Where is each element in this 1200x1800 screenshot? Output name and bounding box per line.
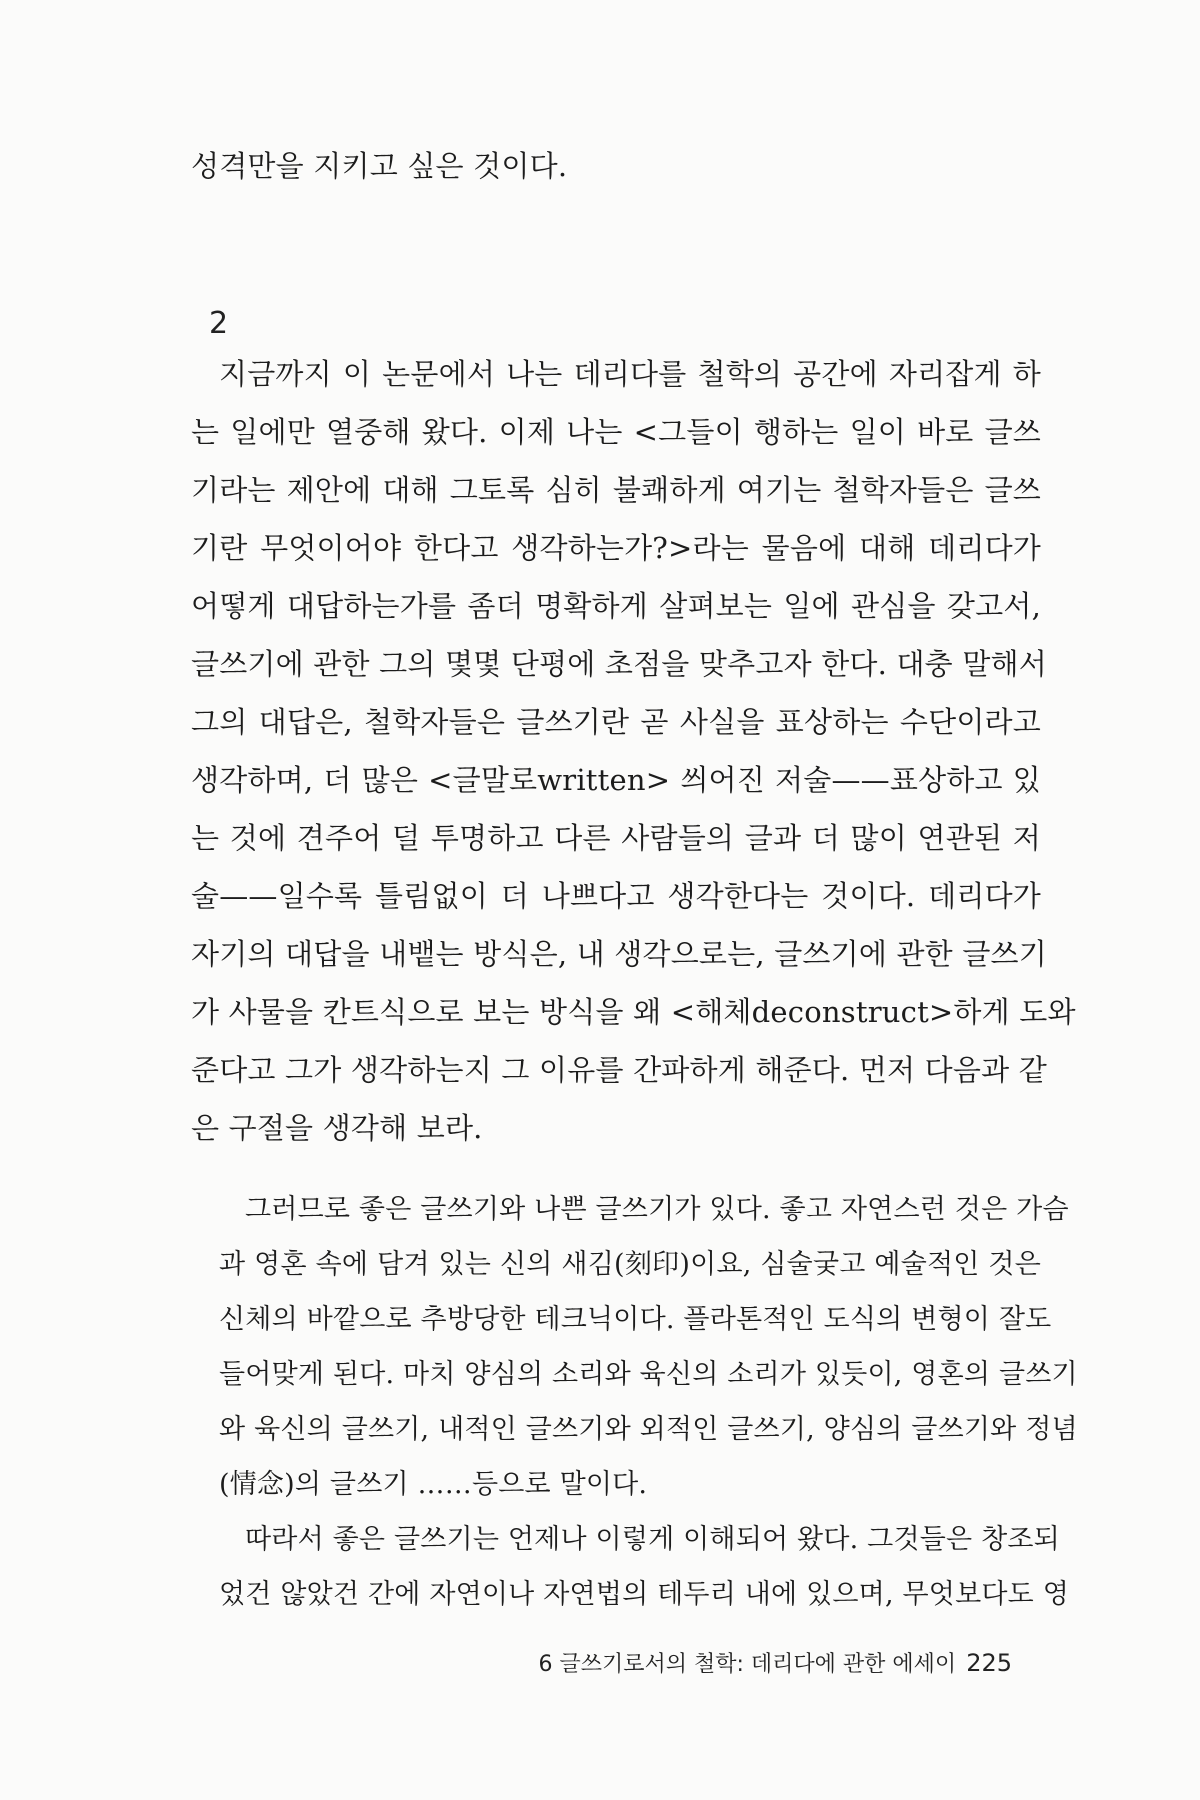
text-line: 글쓰기에 관한 그의 몇몇 단평에 초점을 맞추고자 한다. 대충 말해서	[191, 647, 1047, 681]
text-line: 술——일수록 틀림없이 더 나쁘다고 생각한다는 것이다. 데리다가	[191, 879, 1041, 913]
continuation-line: 성격만을 지키고 싶은 것이다.	[191, 149, 568, 183]
text-line: 어떻게 대답하는가를 좀더 명확하게 살펴보는 일에 관심을 갖고서,	[191, 589, 1041, 623]
text-line: 그의 대답은, 철학자들은 글쓰기란 곧 사실을 표상하는 수단이라고	[191, 705, 1041, 739]
text-line: 는 것에 견주어 덜 투명하고 다른 사람들의 글과 더 많이 연관된 저	[191, 821, 1041, 855]
text-line: 자기의 대답을 내뱉는 방식은, 내 생각으로는, 글쓰기에 관한 글쓰기	[191, 937, 1047, 971]
text-line: 생각하며, 더 많은 <글말로written> 씌어진 저술——표상하고 있	[191, 763, 1041, 797]
quote-line: 었건 않았건 간에 자연이나 자연법의 테두리 내에 있으며, 무엇보다도 영	[219, 1579, 1070, 1610]
text-line: 는 일에만 열중해 왔다. 이제 나는 <그들이 행하는 일이 바로 글쓰	[191, 415, 1041, 449]
text-line: 가 사물을 칸트식으로 보는 방식을 왜 <해체deconstruct>하게 도와	[191, 995, 1076, 1029]
text-line: 은 구절을 생각해 보라.	[191, 1111, 483, 1145]
quote-line: 신체의 바깥으로 추방당한 테크닉이다. 플라톤적인 도식의 변형이 잘도	[219, 1304, 1052, 1335]
section-number: 2	[209, 306, 229, 341]
text-line: 기라는 제안에 대해 그토록 심히 불쾌하게 여기는 철학자들은 글쓰	[191, 473, 1041, 507]
text-line: 기란 무엇이어야 한다고 생각하는가?>라는 물음에 대해 데리다가	[191, 531, 1041, 565]
running-title: 6 글쓰기로서의 철학: 데리다에 관한 에세이	[538, 1652, 957, 1677]
quote-line: 그러므로 좋은 글쓰기와 나쁜 글쓰기가 있다. 좋고 자연스런 것은 가슴	[245, 1194, 1069, 1225]
text-line: 준다고 그가 생각하는지 그 이유를 간파하게 해준다. 먼저 다음과 같	[191, 1053, 1047, 1087]
quote-line: 와 육신의 글쓰기, 내적인 글쓰기와 외적인 글쓰기, 양심의 글쓰기와 정념	[219, 1414, 1078, 1445]
quote-line: 따라서 좋은 글쓰기는 언제나 이렇게 이해되어 왔다. 그것들은 창조되	[245, 1524, 1060, 1555]
text-line: 지금까지 이 논문에서 나는 데리다를 철학의 공간에 자리잡게 하	[219, 357, 1041, 391]
quote-line: 과 영혼 속에 담겨 있는 신의 새김(刻印)이요, 심술궂고 예술적인 것은	[219, 1249, 1041, 1280]
running-footer	[507, 1648, 1012, 1680]
quote-line: (情念)의 글쓰기 ……등으로 말이다.	[219, 1469, 648, 1500]
quote-line: 들어맞게 된다. 마치 양심의 소리와 육신의 소리가 있듯이, 영혼의 글쓰기	[219, 1359, 1078, 1390]
page-number: 225	[966, 1649, 1012, 1677]
